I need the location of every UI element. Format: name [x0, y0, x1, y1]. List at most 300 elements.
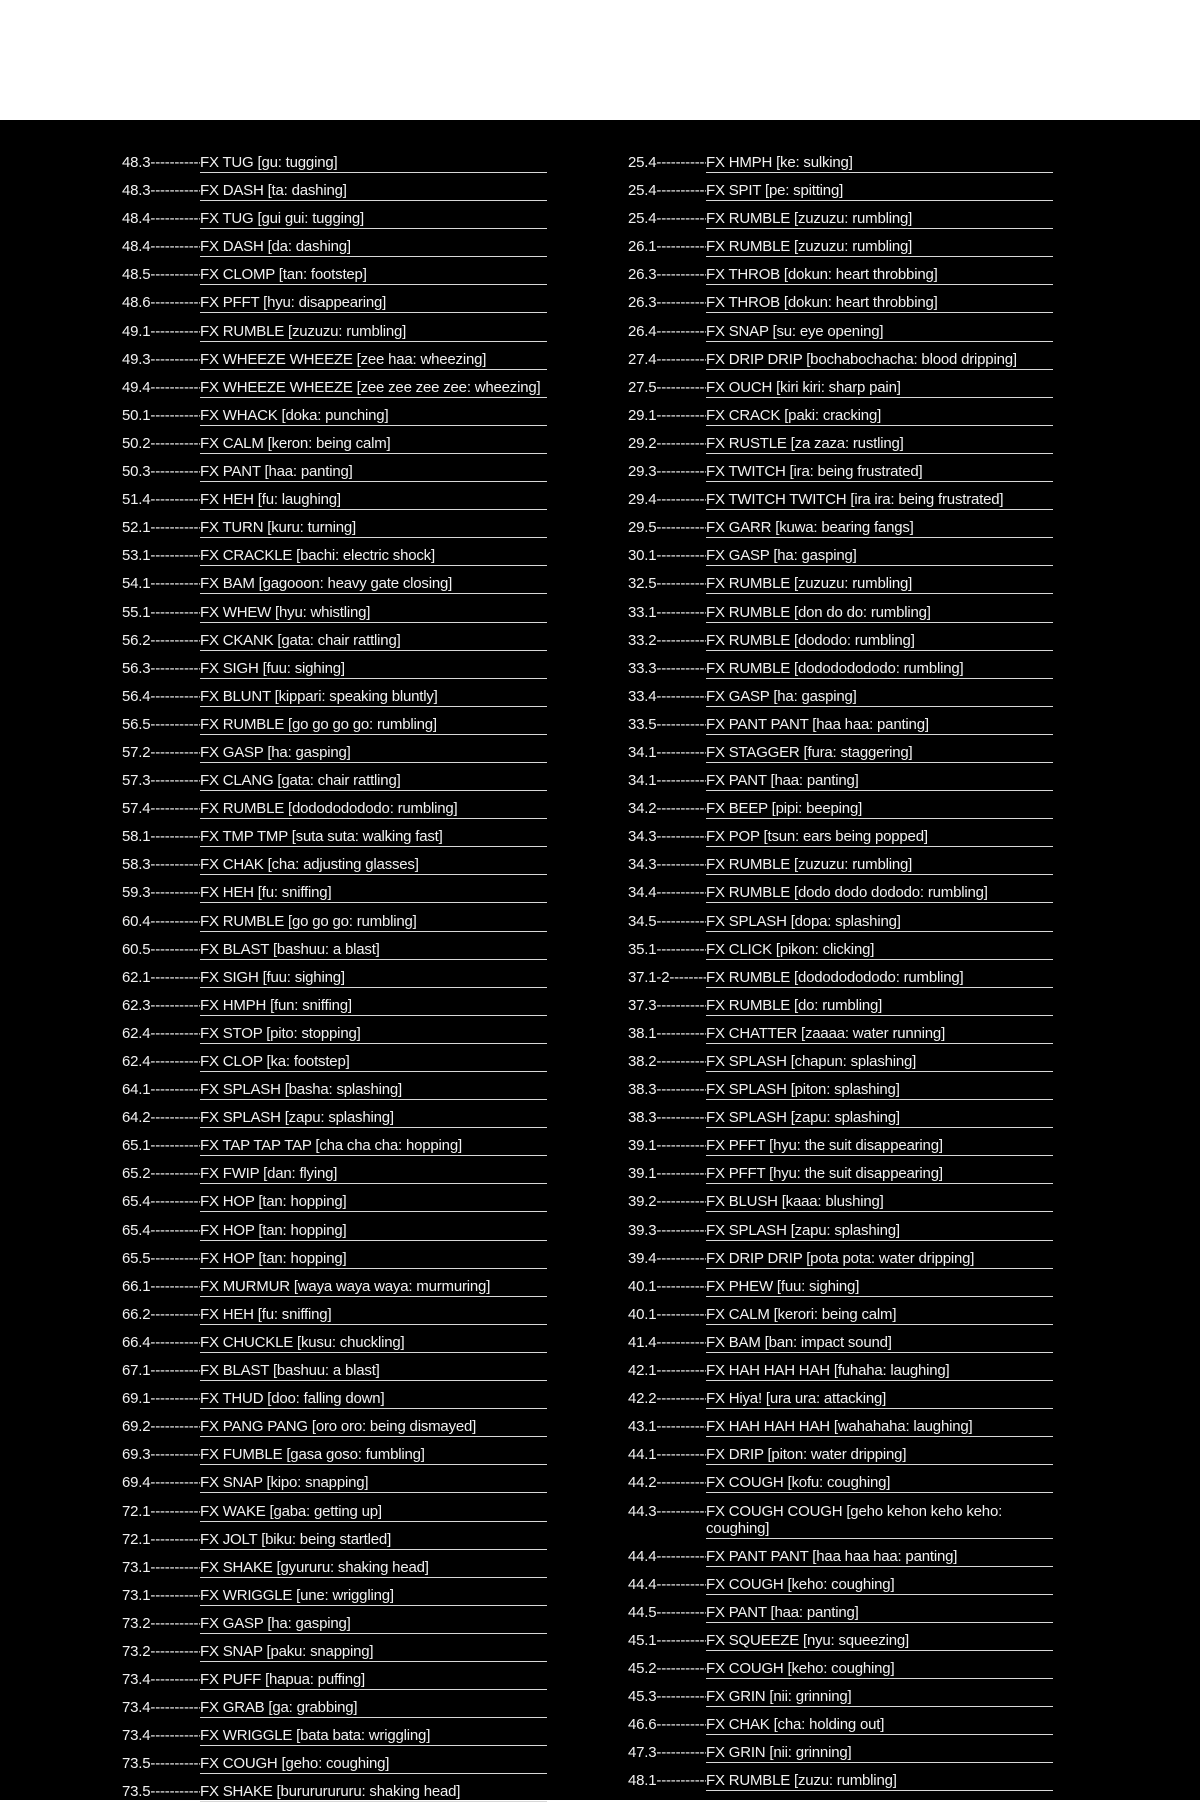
fx-translation: FX RUMBLE [dododo: rumbling]: [706, 632, 1053, 651]
fx-translation: FX TWITCH TWITCH [ira ira: being frustrated]: [706, 491, 1053, 510]
fx-translation: FX COUGH [keho: coughing]: [706, 1660, 1053, 1679]
fx-translation: FX PANT PANT [haa haa haa: panting]: [706, 1548, 1053, 1567]
fx-translation: FX RUMBLE [zuzuzu: rumbling]: [706, 856, 1053, 875]
fx-translation: FX RUMBLE [dodododododo: rumbling]: [706, 660, 1053, 679]
page-panel-number: 64.2 -----: [122, 1109, 200, 1126]
fx-translation: FX TAP TAP TAP [cha cha cha: hopping]: [200, 1137, 547, 1156]
fx-list-left-column: [122, 154, 547, 1812]
fx-translation: FX CHATTER [zaaaa: water running]: [706, 1025, 1053, 1044]
fx-translation: FX FWIP [dan: flying]: [200, 1165, 547, 1184]
fx-translation: FX COUGH COUGH [geho kehon keho keho: coughing]: [706, 1503, 1053, 1539]
fx-entry: [628, 1250, 1053, 1269]
fx-entry: [628, 1306, 1053, 1325]
fx-translation: FX CHAK [cha: adjusting glasses]: [200, 856, 547, 875]
page-panel-number: 38.3 -----: [628, 1081, 706, 1098]
fx-translation: FX PANT [haa: panting]: [706, 772, 1053, 791]
page-panel-number: 73.2 -----: [122, 1615, 200, 1632]
page-panel-number: 57.2 -----: [122, 744, 200, 761]
page-panel-number: 62.4 -----: [122, 1025, 200, 1042]
page-panel-number: 50.1 -----: [122, 407, 200, 424]
fx-entry: [122, 884, 547, 903]
page-panel-number: 65.4 -----: [122, 1193, 200, 1210]
fx-entry: [122, 997, 547, 1016]
page-panel-number: 72.1 -----: [122, 1531, 200, 1548]
fx-entry: [122, 688, 547, 707]
fx-entry: [628, 379, 1053, 398]
fx-translation: FX TWITCH [ira: being frustrated]: [706, 463, 1053, 482]
fx-translation: FX SPLASH [chapun: splashing]: [706, 1053, 1053, 1072]
page-panel-number: 44.2 -----: [628, 1474, 706, 1491]
page-panel-number: 73.5 -----: [122, 1783, 200, 1800]
page-panel-number: 55.1 -----: [122, 604, 200, 621]
fx-entry: [122, 435, 547, 454]
fx-translation: FX FUMBLE [gasa goso: fumbling]: [200, 1446, 547, 1465]
fx-entry: [628, 1193, 1053, 1212]
fx-translation: FX RUMBLE [zuzuzu: rumbling]: [706, 210, 1053, 229]
page-panel-number: 44.4 -----: [628, 1576, 706, 1593]
page-panel-number: 38.1 -----: [628, 1025, 706, 1042]
page-panel-number: 62.1 -----: [122, 969, 200, 986]
fx-entry: [628, 1390, 1053, 1409]
fx-entry: [628, 1081, 1053, 1100]
fx-translation: FX CALM [keron: being calm]: [200, 435, 547, 454]
page-panel-number: 65.5 -----: [122, 1250, 200, 1267]
fx-entry: [122, 323, 547, 342]
fx-entry: [122, 800, 547, 819]
fx-translation: FX THROB [dokun: heart throbbing]: [706, 266, 1053, 285]
page-panel-number: 35.1 -----: [628, 941, 706, 958]
fx-translation: FX POP [tsun: ears being popped]: [706, 828, 1053, 847]
page-panel-number: 57.3 -----: [122, 772, 200, 789]
fx-translation: FX HEH [fu: sniffing]: [200, 884, 547, 903]
page-panel-number: 26.3 -----: [628, 294, 706, 311]
fx-entry: [122, 154, 547, 173]
page-panel-number: 46.6 -----: [628, 1716, 706, 1733]
fx-translation: FX RUMBLE [do: rumbling]: [706, 997, 1053, 1016]
fx-entry: [122, 1446, 547, 1465]
fx-entry: [122, 1278, 547, 1297]
fx-translation: FX COUGH [keho: coughing]: [706, 1576, 1053, 1595]
fx-translation: FX TUG [gui gui: tugging]: [200, 210, 547, 229]
fx-entry: [122, 1587, 547, 1606]
page-panel-number: 65.4 -----: [122, 1222, 200, 1239]
fx-translation: FX MURMUR [waya waya waya: murmuring]: [200, 1278, 547, 1297]
fx-translation: FX OUCH [kiri kiri: sharp pain]: [706, 379, 1053, 398]
page-panel-number: 67.1 -----: [122, 1362, 200, 1379]
fx-translation: FX THROB [dokun: heart throbbing]: [706, 294, 1053, 313]
fx-translation: FX GASP [ha: gasping]: [200, 1615, 547, 1634]
page-panel-number: 49.3 -----: [122, 351, 200, 368]
fx-entry: [122, 547, 547, 566]
fx-translation: FX SIGH [fuu: sighing]: [200, 660, 547, 679]
fx-entry: [628, 1744, 1053, 1763]
fx-entry: [122, 1390, 547, 1409]
fx-translation: FX HEH [fu: sniffing]: [200, 1306, 547, 1325]
fx-translation: FX DRIP DRIP [bochabochacha: blood dripping]: [706, 351, 1053, 370]
fx-entry: [122, 1474, 547, 1493]
fx-translation: FX THUD [doo: falling down]: [200, 1390, 547, 1409]
page-panel-number: 56.5 -----: [122, 716, 200, 733]
fx-translation: FX PUFF [hapua: puffing]: [200, 1671, 547, 1690]
fx-entry: [122, 1643, 547, 1662]
fx-entry: [628, 772, 1053, 791]
fx-translation: FX BAM [ban: impact sound]: [706, 1334, 1053, 1353]
page-panel-number: 73.4 -----: [122, 1671, 200, 1688]
page-panel-number: 49.4 -----: [122, 379, 200, 396]
fx-entry: [628, 1446, 1053, 1465]
fx-entry: [628, 1362, 1053, 1381]
page-panel-number: 26.3 -----: [628, 266, 706, 283]
page-panel-number: 65.1 -----: [122, 1137, 200, 1154]
page-panel-number: 72.1 -----: [122, 1503, 200, 1520]
page-panel-number: 48.6 -----: [122, 294, 200, 311]
page-panel-number: 59.3 -----: [122, 884, 200, 901]
page-panel-number: 33.4 -----: [628, 688, 706, 705]
fx-entry: [628, 716, 1053, 735]
fx-translation: FX RUMBLE [zuzuzu: rumbling]: [200, 323, 547, 342]
fx-entry: [122, 1137, 547, 1156]
fx-translation: FX PHEW [fuu: sighing]: [706, 1278, 1053, 1297]
page-panel-number: 52.1 -----: [122, 519, 200, 536]
fx-entry: [122, 828, 547, 847]
page-panel-number: 26.1 -----: [628, 238, 706, 255]
page-panel-number: 42.2 -----: [628, 1390, 706, 1407]
page-panel-number: 48.5 -----: [122, 266, 200, 283]
fx-entry: [628, 1548, 1053, 1567]
fx-translation: FX RUSTLE [za zaza: rustling]: [706, 435, 1053, 454]
fx-translation: FX STAGGER [fura: staggering]: [706, 744, 1053, 763]
fx-entry: [122, 604, 547, 623]
page-panel-number: 34.1 -----: [628, 744, 706, 761]
page-panel-number: 69.4 -----: [122, 1474, 200, 1491]
page-panel-number: 51.4 -----: [122, 491, 200, 508]
fx-translation: FX GASP [ha: gasping]: [200, 744, 547, 763]
fx-translation: FX JOLT [biku: being startled]: [200, 1531, 547, 1550]
fx-translation: FX GRIN [nii: grinning]: [706, 1744, 1053, 1763]
fx-entry: [628, 547, 1053, 566]
page-panel-number: 33.3 -----: [628, 660, 706, 677]
fx-translation: FX WHEW [hyu: whistling]: [200, 604, 547, 623]
fx-translation: FX SPLASH [zapu: splashing]: [706, 1222, 1053, 1241]
fx-entry: [122, 182, 547, 201]
fx-entry: [628, 1503, 1053, 1539]
page-panel-number: 66.4 -----: [122, 1334, 200, 1351]
page-panel-number: 34.4 -----: [628, 884, 706, 901]
fx-translation: FX BEEP [pipi: beeping]: [706, 800, 1053, 819]
fx-entry: [628, 744, 1053, 763]
page-panel-number: 73.1 -----: [122, 1559, 200, 1576]
fx-entry: [628, 154, 1053, 173]
fx-entry: [122, 1222, 547, 1241]
page-panel-number: 73.4 -----: [122, 1727, 200, 1744]
fx-entry: [628, 1222, 1053, 1241]
fx-translation: FX RUMBLE [dodo dodo dododo: rumbling]: [706, 884, 1053, 903]
fx-entry: [628, 997, 1053, 1016]
fx-entry: [628, 800, 1053, 819]
fx-entry: [628, 1137, 1053, 1156]
fx-entry: [628, 856, 1053, 875]
page-panel-number: 53.1 -----: [122, 547, 200, 564]
fx-entry: [628, 1025, 1053, 1044]
fx-translation: FX GARR [kuwa: bearing fangs]: [706, 519, 1053, 538]
fx-translation: FX HOP [tan: hopping]: [200, 1250, 547, 1269]
fx-entry: [122, 969, 547, 988]
fx-translation: FX SHAKE [gyururu: shaking head]: [200, 1559, 547, 1578]
fx-entry: [122, 1053, 547, 1072]
fx-glossary-page: [0, 120, 1200, 1800]
page-panel-number: 69.2 -----: [122, 1418, 200, 1435]
fx-entry: [628, 1716, 1053, 1735]
page-panel-number: 33.2 -----: [628, 632, 706, 649]
fx-entry: [122, 1193, 547, 1212]
fx-entry: [628, 323, 1053, 342]
fx-translation: FX CHUCKLE [kusu: chuckling]: [200, 1334, 547, 1353]
fx-translation: FX RUMBLE [go go go go: rumbling]: [200, 716, 547, 735]
fx-entry: [122, 772, 547, 791]
fx-entry: [628, 238, 1053, 257]
fx-entry: [122, 491, 547, 510]
fx-translation: FX PANG PANG [oro oro: being dismayed]: [200, 1418, 547, 1437]
fx-entry: [122, 351, 547, 370]
fx-entry: [628, 1660, 1053, 1679]
page-panel-number: 47.3 -----: [628, 1744, 706, 1761]
fx-translation: FX BLAST [bashuu: a blast]: [200, 1362, 547, 1381]
fx-translation: FX WAKE [gaba: getting up]: [200, 1503, 547, 1522]
fx-entry: [122, 1418, 547, 1437]
fx-translation: FX BAM [gagooon: heavy gate closing]: [200, 575, 547, 594]
fx-translation: FX HAH HAH HAH [wahahaha: laughing]: [706, 1418, 1053, 1437]
fx-translation: FX GRAB [ga: grabbing]: [200, 1699, 547, 1718]
fx-translation: FX COUGH [kofu: coughing]: [706, 1474, 1053, 1493]
fx-translation: FX HOP [tan: hopping]: [200, 1222, 547, 1241]
fx-entry: [122, 660, 547, 679]
fx-translation: FX SPIT [pe: spitting]: [706, 182, 1053, 201]
page-panel-number: 39.1 -----: [628, 1165, 706, 1182]
page-panel-number: 29.2 -----: [628, 435, 706, 452]
fx-translation: FX CRACK [paki: cracking]: [706, 407, 1053, 426]
fx-entry: [122, 210, 547, 229]
fx-translation: FX RUMBLE [don do do: rumbling]: [706, 604, 1053, 623]
page-panel-number: 27.5 -----: [628, 379, 706, 396]
fx-entry: [628, 1576, 1053, 1595]
page-panel-number: 60.4 -----: [122, 913, 200, 930]
fx-translation: FX HOP [tan: hopping]: [200, 1193, 547, 1212]
fx-translation: FX TURN [kuru: turning]: [200, 519, 547, 538]
page-panel-number: 29.4 -----: [628, 491, 706, 508]
fx-entry: [122, 1755, 547, 1774]
page-panel-number: 25.4 -----: [628, 182, 706, 199]
page-panel-number: 73.1 -----: [122, 1587, 200, 1604]
fx-translation: FX SQUEEZE [nyu: squeezing]: [706, 1632, 1053, 1651]
fx-translation: FX BLUNT [kippari: speaking bluntly]: [200, 688, 547, 707]
page-panel-number: 56.4 -----: [122, 688, 200, 705]
page-panel-number: 64.1 -----: [122, 1081, 200, 1098]
fx-entry: [122, 1559, 547, 1578]
fx-entry: [122, 913, 547, 932]
fx-entry: [122, 716, 547, 735]
page-panel-number: 27.4 -----: [628, 351, 706, 368]
fx-translation: FX DRIP [piton: water dripping]: [706, 1446, 1053, 1465]
page-panel-number: 48.4 -----: [122, 210, 200, 227]
fx-entry: [122, 463, 547, 482]
page-panel-number: 29.5 -----: [628, 519, 706, 536]
page-panel-number: 37.3 -----: [628, 997, 706, 1014]
page-panel-number: 60.5 -----: [122, 941, 200, 958]
fx-translation: FX SPLASH [dopa: splashing]: [706, 913, 1053, 932]
fx-entry: [122, 856, 547, 875]
fx-translation: FX SPLASH [basha: splashing]: [200, 1081, 547, 1100]
fx-translation: FX CLOMP [tan: footstep]: [200, 266, 547, 285]
fx-translation: FX HAH HAH HAH [fuhaha: laughing]: [706, 1362, 1053, 1381]
fx-translation: FX GRIN [nii: grinning]: [706, 1688, 1053, 1707]
fx-entry: [628, 1604, 1053, 1623]
fx-entry: [122, 632, 547, 651]
fx-translation: FX STOP [pito: stopping]: [200, 1025, 547, 1044]
page-panel-number: 66.1 -----: [122, 1278, 200, 1295]
fx-entry: [122, 1081, 547, 1100]
fx-entry: [628, 575, 1053, 594]
fx-translation: FX RUMBLE [zuzu: rumbling]: [706, 1772, 1053, 1791]
page-panel-number: 44.5 -----: [628, 1604, 706, 1621]
page-panel-number: 49.1 -----: [122, 323, 200, 340]
fx-entry: [628, 913, 1053, 932]
page-panel-number: 37.1-2 -----: [628, 969, 706, 986]
page-panel-number: 34.3 -----: [628, 828, 706, 845]
fx-translation: FX DASH [ta: dashing]: [200, 182, 547, 201]
fx-entry: [628, 463, 1053, 482]
fx-translation: FX CALM [kerori: being calm]: [706, 1306, 1053, 1325]
page-panel-number: 34.2 -----: [628, 800, 706, 817]
fx-entry: [628, 519, 1053, 538]
fx-entry: [628, 828, 1053, 847]
fx-translation: FX RUMBLE [zuzuzu: rumbling]: [706, 238, 1053, 257]
fx-entry: [628, 491, 1053, 510]
fx-entry: [628, 1632, 1053, 1651]
fx-entry: [628, 294, 1053, 313]
fx-translation: FX BLUSH [kaaa: blushing]: [706, 1193, 1053, 1212]
page-panel-number: 44.4 -----: [628, 1548, 706, 1565]
fx-translation: FX PFFT [hyu: disappearing]: [200, 294, 547, 313]
page-panel-number: 62.3 -----: [122, 997, 200, 1014]
fx-translation: FX CLOP [ka: footstep]: [200, 1053, 547, 1072]
fx-entry: [628, 969, 1053, 988]
fx-translation: FX RUMBLE [zuzuzu: rumbling]: [706, 575, 1053, 594]
fx-entry: [122, 1503, 547, 1522]
fx-translation: FX Hiya! [ura ura: attacking]: [706, 1390, 1053, 1409]
fx-entry: [628, 182, 1053, 201]
page-panel-number: 41.4 -----: [628, 1334, 706, 1351]
page-panel-number: 44.1 -----: [628, 1446, 706, 1463]
fx-entry: [122, 519, 547, 538]
fx-entry: [628, 660, 1053, 679]
fx-translation: FX DASH [da: dashing]: [200, 238, 547, 257]
page-panel-number: 32.5 -----: [628, 575, 706, 592]
page-panel-number: 56.2 -----: [122, 632, 200, 649]
fx-translation: FX SPLASH [zapu: splashing]: [706, 1109, 1053, 1128]
page-panel-number: 33.5 -----: [628, 716, 706, 733]
fx-translation: FX CLICK [pikon: clicking]: [706, 941, 1053, 960]
top-margin: [0, 0, 1200, 120]
fx-entry: [628, 351, 1053, 370]
fx-entry: [628, 1278, 1053, 1297]
page-panel-number: 50.2 -----: [122, 435, 200, 452]
fx-translation: FX WRIGGLE [une: wriggling]: [200, 1587, 547, 1606]
fx-entry: [628, 1418, 1053, 1437]
fx-entry: [122, 379, 547, 398]
fx-entry: [122, 744, 547, 763]
page-panel-number: 25.4 -----: [628, 154, 706, 171]
page-panel-number: 29.3 -----: [628, 463, 706, 480]
page-panel-number: 40.1 -----: [628, 1278, 706, 1295]
fx-translation: FX WHEEZE WHEEZE [zee zee zee zee: wheezing]: [200, 379, 547, 398]
fx-translation: FX HMPH [fun: sniffing]: [200, 997, 547, 1016]
fx-translation: FX GASP [ha: gasping]: [706, 547, 1053, 566]
fx-entry: [122, 407, 547, 426]
fx-entry: [628, 1165, 1053, 1184]
fx-translation: FX CLANG [gata: chair rattling]: [200, 772, 547, 791]
fx-translation: FX WHACK [doka: punching]: [200, 407, 547, 426]
fx-entry: [628, 435, 1053, 454]
page-panel-number: 34.1 -----: [628, 772, 706, 789]
fx-entry: [628, 604, 1053, 623]
page-panel-number: 54.1 -----: [122, 575, 200, 592]
page-panel-number: 25.4 -----: [628, 210, 706, 227]
page-panel-number: 42.1 -----: [628, 1362, 706, 1379]
page-panel-number: 73.4 -----: [122, 1699, 200, 1716]
fx-translation: FX CHAK [cha: holding out]: [706, 1716, 1053, 1735]
page-panel-number: 56.3 -----: [122, 660, 200, 677]
page-panel-number: 48.1 -----: [628, 1772, 706, 1789]
page-panel-number: 48.3 -----: [122, 182, 200, 199]
fx-translation: FX SNAP [su: eye opening]: [706, 323, 1053, 342]
fx-entry: [122, 238, 547, 257]
page-panel-number: 57.4 -----: [122, 800, 200, 817]
fx-entry: [122, 1727, 547, 1746]
page-panel-number: 40.1 -----: [628, 1306, 706, 1323]
page-panel-number: 45.3 -----: [628, 1688, 706, 1705]
page-panel-number: 38.3 -----: [628, 1109, 706, 1126]
page-panel-number: 73.2 -----: [122, 1643, 200, 1660]
page-panel-number: 39.1 -----: [628, 1137, 706, 1154]
page-panel-number: 26.4 -----: [628, 323, 706, 340]
fx-entry: [628, 941, 1053, 960]
fx-translation: FX SNAP [kipo: snapping]: [200, 1474, 547, 1493]
fx-entry: [122, 941, 547, 960]
fx-entry: [122, 1699, 547, 1718]
fx-entry: [122, 1334, 547, 1353]
page-panel-number: 30.1 -----: [628, 547, 706, 564]
fx-translation: FX CRACKLE [bachi: electric shock]: [200, 547, 547, 566]
fx-entry: [122, 294, 547, 313]
fx-entry: [122, 1165, 547, 1184]
fx-entry: [628, 884, 1053, 903]
page-panel-number: 65.2 -----: [122, 1165, 200, 1182]
page-panel-number: 34.3 -----: [628, 856, 706, 873]
page-panel-number: 45.1 -----: [628, 1632, 706, 1649]
fx-entry: [122, 1531, 547, 1550]
fx-entry: [122, 1306, 547, 1325]
page-panel-number: 45.2 -----: [628, 1660, 706, 1677]
page-panel-number: 73.5 -----: [122, 1755, 200, 1772]
page-panel-number: 39.3 -----: [628, 1222, 706, 1239]
page-panel-number: 58.1 -----: [122, 828, 200, 845]
fx-translation: FX SIGH [fuu: sighing]: [200, 969, 547, 988]
fx-entry: [628, 1053, 1053, 1072]
page-panel-number: 44.3 -----: [628, 1503, 706, 1520]
page-panel-number: 69.1 -----: [122, 1390, 200, 1407]
fx-entry: [122, 1025, 547, 1044]
fx-translation: FX PFFT [hyu: the suit disappearing]: [706, 1137, 1053, 1156]
